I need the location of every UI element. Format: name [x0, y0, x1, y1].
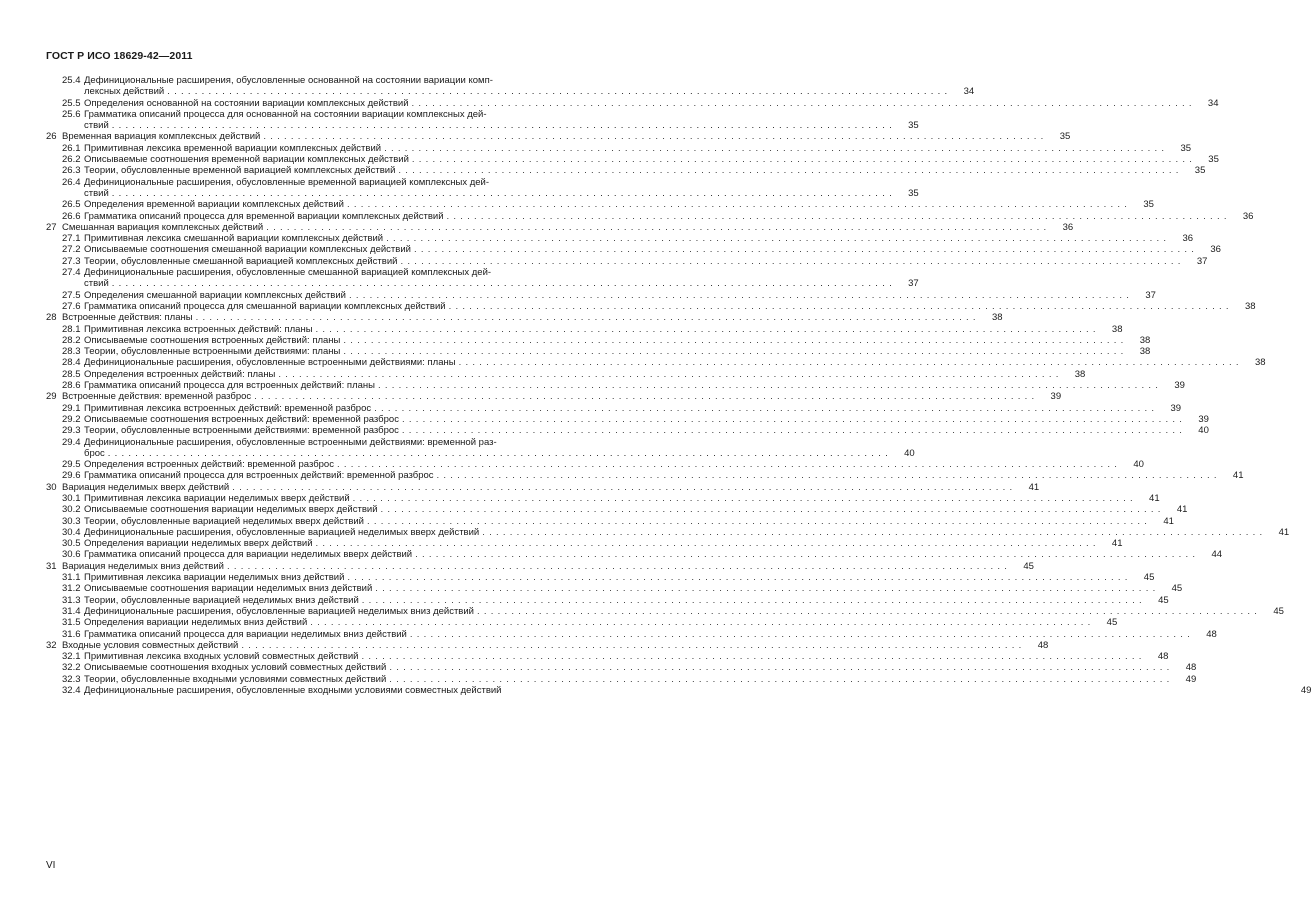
toc-page-number: 35: [908, 120, 919, 132]
toc-entry-title: Определения встроенных действий: планы: [84, 368, 276, 380]
toc-entry-title: Дефинициональные расширения, обусловленные вариацией неделимых вверх действий: [84, 526, 480, 538]
toc-entry[interactable]: [62, 549, 1223, 561]
toc-leader-dots: [386, 233, 1166, 244]
toc-entry-number: 27.5: [62, 289, 81, 301]
toc-entry[interactable]: [62, 233, 1194, 245]
toc-entry[interactable]: [62, 368, 1086, 380]
toc-leader-dots: [196, 312, 976, 323]
toc-entry[interactable]: [62, 357, 1266, 369]
toc-entry[interactable]: [62, 425, 1209, 437]
toc-leader-dots: [227, 561, 1007, 572]
toc-entry-title: Грамматика описаний процесса для встроенных действий: временной разброс: [84, 470, 434, 482]
toc-leader-dots: [343, 346, 1123, 357]
toc-leader-dots: [241, 640, 1021, 651]
toc-entry[interactable]: [62, 176, 919, 200]
toc-entry-title: ствий: [84, 278, 109, 290]
toc-entry[interactable]: [62, 583, 1183, 595]
toc-page-number: 41: [1278, 526, 1290, 538]
toc-page-number: 38: [1139, 346, 1151, 358]
toc-entry-title: Смешанная вариация комплексных действий: [62, 221, 264, 233]
toc-entry-title: Вариация неделимых вниз действий: [62, 560, 224, 572]
toc-page-number: 39: [1170, 402, 1182, 414]
toc-page-number: 41: [1149, 492, 1160, 504]
toc-entry[interactable]: [62, 492, 1160, 504]
toc-entry[interactable]: [62, 605, 1284, 617]
toc-entry-title: Описываемые соотношения вариации неделимых вниз действий: [84, 583, 373, 595]
toc-entry-number: 31.4: [62, 605, 81, 617]
toc-entry-number: 28.5: [62, 368, 81, 380]
toc-page-number: 39: [1174, 380, 1185, 392]
toc-page-number: 41: [1028, 481, 1040, 493]
toc-page-number: 37: [1196, 255, 1208, 267]
toc-page-number: 40: [1133, 459, 1144, 471]
toc-leader-dots: [266, 222, 1046, 233]
toc-leader-dots: [347, 199, 1127, 210]
toc-leader-dots: [108, 448, 888, 459]
toc-entry-number: 30.1: [62, 492, 81, 504]
toc-leader-dots: [367, 516, 1147, 527]
toc-entry[interactable]: [62, 470, 1244, 482]
toc-entry-title: брос: [84, 447, 105, 459]
toc-entry-number: 32.4: [62, 685, 81, 697]
toc-entry-title: Грамматика описаний процесса для временной вариации комплексных действий: [84, 210, 444, 222]
toc-page-number: 34: [1207, 97, 1219, 109]
toc-entry[interactable]: [46, 639, 1049, 651]
toc-entry-number: 26.5: [62, 199, 81, 211]
toc-entry[interactable]: [62, 526, 1290, 538]
toc-entry-number: 29.2: [62, 413, 81, 425]
toc-entry-number: 25.6: [62, 108, 81, 120]
toc-leader-dots: [375, 583, 1155, 594]
toc-entry[interactable]: [62, 154, 1219, 166]
toc-leader-dots: [398, 165, 1178, 176]
toc-leader-dots: [447, 211, 1227, 222]
toc-page-number: 35: [1180, 142, 1192, 154]
toc-entry[interactable]: [62, 323, 1123, 335]
toc-entry-title: Описываемые соотношения входных условий совместных действий: [84, 662, 387, 674]
toc-entry-title: Грамматика описаний процесса для вариации неделимых вверх действий: [84, 549, 413, 561]
toc-page-number: 35: [1059, 131, 1071, 143]
toc-leader-dots: [316, 324, 1096, 335]
toc-entry-title: Встроенные действия: планы: [62, 312, 193, 324]
toc-leader-dots: [402, 414, 1182, 425]
toc-page-number: 45: [1158, 594, 1169, 606]
toc-page-number: 40: [904, 447, 915, 459]
toc-page-number: 35: [1194, 165, 1206, 177]
toc-entry-number: 25.4: [62, 75, 81, 86]
toc-entry-title: лексных действий: [84, 86, 165, 98]
toc-entry[interactable]: [62, 108, 919, 132]
toc-leader-dots: [410, 629, 1190, 640]
toc-leader-dots: [402, 425, 1182, 436]
toc-page-number: 34: [963, 86, 975, 98]
toc-entry-number: 31.3: [62, 594, 81, 606]
toc-entry-title: ствий: [84, 187, 109, 199]
toc-page-number: 38: [1074, 368, 1086, 380]
toc-entry-number: 30.2: [62, 504, 81, 516]
toc-entry-title: Грамматика описаний процесса для смешанной вариации комплексных действий: [84, 300, 446, 312]
toc-leader-dots: [362, 595, 1142, 606]
toc-page-number: 48: [1157, 651, 1169, 663]
toc-entry-number: 32.1: [62, 651, 81, 663]
toc-entry-title: Дефинициональные расширения, обусловленные основанной на состоянии вариации комп-: [84, 75, 493, 86]
toc-page-number: 36: [1062, 221, 1074, 233]
toc-entry-number: 31: [46, 560, 57, 572]
toc-entry-title: Описываемые соотношения встроенных действий: планы: [84, 334, 341, 346]
toc-entry-title: Грамматика описаний процесса для основанной на состоянии вариации комплексных дей-: [84, 108, 487, 120]
document-header: ГОСТ Р ИСО 18629-42—2011: [46, 50, 193, 62]
toc-entry-number: 28: [46, 312, 57, 324]
toc-page-number: 38: [991, 312, 1003, 324]
toc-page-number: 41: [1163, 515, 1174, 527]
toc-entry[interactable]: [62, 662, 1197, 674]
toc-page-number: 35: [1208, 154, 1219, 166]
toc-entry-number: 31.6: [62, 628, 81, 640]
toc-entry-title: Определения смешанной вариации комплексных действий: [84, 289, 346, 301]
toc-leader-dots: [310, 617, 1090, 628]
toc-entry-title: Теории, обусловленные встроенными действиями: планы: [84, 346, 341, 358]
toc-entry[interactable]: [62, 628, 1217, 640]
toc-entry[interactable]: [62, 459, 1144, 471]
toc-entry[interactable]: [62, 673, 1197, 685]
toc-entry-title: Теории, обусловленные смешанной вариацией комплексных действий: [84, 255, 398, 267]
toc-entry-number: 32.2: [62, 662, 81, 674]
toc-page-number: 39: [1198, 413, 1209, 425]
toc-entry-title: Описываемые соотношения смешанной вариации комплексных действий: [84, 244, 411, 256]
toc-page-number: 45: [1023, 560, 1034, 572]
toc-entry-title: Дефинициональные расширения, обусловленные вариацией неделимых вниз действий: [84, 605, 474, 617]
toc-entry-number: 28.2: [62, 334, 81, 346]
toc-leader-dots: [278, 369, 1058, 380]
toc-entry-number: 30.6: [62, 549, 81, 561]
toc-entry[interactable]: [46, 481, 1040, 493]
toc-entry[interactable]: [62, 346, 1151, 358]
toc-entry-number: 29.1: [62, 402, 81, 414]
toc-entry[interactable]: [62, 334, 1151, 346]
toc-entry-title: Теории, обусловленные встроенными действиями: временной разброс: [84, 425, 399, 437]
toc-page-number: 37: [1145, 289, 1156, 301]
toc-entry-title: Описываемые соотношения временной вариации комплексных действий: [84, 154, 409, 166]
toc-leader-dots: [412, 154, 1192, 165]
toc-entry-number: 27.1: [62, 233, 81, 245]
toc-leader-dots: [316, 538, 1096, 549]
toc-page-number: 36: [1210, 244, 1221, 256]
toc-entry-number: 27.3: [62, 255, 81, 267]
toc-entry-title: Дефинициональные расширения, обусловленные входными условиями совместных действий: [84, 685, 502, 697]
toc-page-number: 41: [1176, 504, 1188, 516]
toc-entry-number: 31.1: [62, 572, 81, 584]
toc-entry[interactable]: [62, 300, 1256, 312]
toc-leader-dots: [477, 606, 1257, 617]
toc-leader-dots: [459, 357, 1239, 368]
toc-entry-number: 29.4: [62, 436, 81, 448]
toc-leader-dots: [112, 120, 892, 131]
toc-entry-title: Теории, обусловленные вариацией неделимых вниз действий: [84, 594, 359, 606]
toc-entry[interactable]: [62, 504, 1188, 516]
toc-entry[interactable]: [62, 402, 1182, 414]
toc-entry[interactable]: [62, 685, 1311, 697]
toc-entry-title: Дефинициональные расширения, обусловленные встроенными действиями: временной раз-: [84, 436, 497, 448]
toc-leader-dots: [381, 504, 1161, 515]
toc-entry[interactable]: [62, 289, 1156, 301]
toc-page-number: 45: [1273, 605, 1284, 617]
toc-leader-dots: [112, 278, 892, 289]
toc-entry-title: Примитивная лексика входных условий совместных действий: [84, 651, 359, 663]
toc-leader-dots: [167, 86, 947, 97]
toc-leader-dots: [232, 482, 1012, 493]
toc-entry[interactable]: [62, 617, 1118, 629]
toc-entry-number: 26: [46, 131, 57, 143]
toc-page-number: 45: [1171, 583, 1183, 595]
toc-entry[interactable]: [62, 572, 1155, 584]
toc-entry[interactable]: [46, 221, 1074, 233]
toc-page-number: 37: [908, 278, 919, 290]
toc-leader-dots: [389, 674, 1169, 685]
toc-leader-dots: [374, 403, 1154, 414]
toc-page-number: 38: [1139, 334, 1151, 346]
toc-entry-title: Примитивная лексика вариации неделимых вниз действий: [84, 572, 345, 584]
toc-entry-number: 26.6: [62, 210, 81, 222]
toc-entry-number: 29.5: [62, 459, 81, 471]
toc-entry-title: Входные условия совместных действий: [62, 639, 239, 651]
toc-entry-title: Примитивная лексика временной вариации комплексных действий: [84, 142, 382, 154]
toc-entry-title: Определения встроенных действий: временной разброс: [84, 459, 334, 471]
toc-entry-title: ствий: [84, 120, 109, 132]
toc-entry-title: Теории, обусловленные временной вариацией комплексных действий: [84, 165, 396, 177]
toc-leader-dots: [347, 572, 1127, 583]
toc-page-number: 41: [1111, 538, 1123, 550]
toc-page-number: 36: [1242, 210, 1254, 222]
toc-page-number: 45: [1106, 617, 1118, 629]
toc-page-number: 44: [1211, 549, 1223, 561]
toc-entry-number: 28.3: [62, 346, 81, 358]
toc-entry[interactable]: [62, 380, 1185, 392]
toc-entry-title: Определения временной вариации комплексных действий: [84, 199, 344, 211]
toc-entry-number: 29.6: [62, 470, 81, 482]
toc-entry-title: Примитивная лексика встроенных действий: планы: [84, 323, 313, 335]
toc-entry[interactable]: [46, 391, 1062, 403]
toc-leader-dots: [415, 549, 1195, 560]
toc-page-number: 36: [1182, 233, 1194, 245]
toc-entry-number: 26.2: [62, 154, 81, 166]
toc-entry-number: 28.4: [62, 357, 81, 369]
toc-leader-dots: [482, 527, 1262, 538]
toc-entry-title: Определения вариации неделимых вниз действий: [84, 617, 308, 629]
toc-entry-number: 30.5: [62, 538, 81, 550]
toc-leader-dots: [412, 98, 1192, 109]
toc-page-number: 49: [1185, 673, 1197, 685]
toc-leader-dots: [389, 662, 1169, 673]
toc-entry[interactable]: [62, 255, 1208, 267]
toc-entry-title: Встроенные действия: временной разброс: [62, 391, 252, 403]
toc-leader-dots: [254, 391, 1034, 402]
toc-entry-number: 32: [46, 639, 57, 651]
toc-entry[interactable]: [62, 75, 975, 98]
toc-entry[interactable]: [62, 165, 1206, 177]
toc-entry-title: Временная вариация комплексных действий: [62, 131, 261, 143]
toc-entry-number: 28.1: [62, 323, 81, 335]
toc-entry[interactable]: [62, 436, 915, 460]
toc-entry[interactable]: [62, 538, 1123, 550]
toc-page-number: 48: [1037, 639, 1049, 651]
toc-leader-dots: [378, 380, 1158, 391]
toc-entry-number: 29: [46, 391, 57, 403]
toc-entry-title: Примитивная лексика смешанной вариации комплексных действий: [84, 233, 384, 245]
toc-page-number: 35: [908, 187, 919, 199]
toc-entry-number: 31.5: [62, 617, 81, 629]
toc-entry-number: 25.5: [62, 97, 81, 109]
toc-entry-number: 26.4: [62, 176, 81, 188]
toc-entry-number: 32.3: [62, 673, 81, 685]
toc-entry-title: Примитивная лексика вариации неделимых вверх действий: [84, 492, 350, 504]
toc-page-number: 38: [1111, 323, 1123, 335]
toc-entry[interactable]: [46, 312, 1003, 324]
page-number: VI: [46, 860, 56, 871]
toc-entry-number: 27.4: [62, 267, 81, 279]
toc-leader-dots: [437, 470, 1217, 481]
toc-leader-dots: [263, 131, 1043, 142]
toc-page-number: 40: [1198, 425, 1209, 437]
toc-page-number: 39: [1050, 391, 1062, 403]
toc-entry-title: Теории, обусловленные входными условиями совместных действий: [84, 673, 387, 685]
toc-entry-number: 27.2: [62, 244, 81, 256]
toc-entry-number: 30.3: [62, 515, 81, 527]
toc-leader-dots: [414, 244, 1194, 255]
toc-entry[interactable]: [62, 210, 1254, 222]
toc-entry-number: 30.4: [62, 526, 81, 538]
toc-entry[interactable]: [46, 131, 1071, 143]
toc-entry[interactable]: [62, 244, 1221, 256]
toc-entry-number: 26.1: [62, 142, 81, 154]
toc-entry[interactable]: [62, 199, 1154, 211]
toc-leader-dots: [384, 143, 1164, 154]
toc-page-number: 48: [1185, 662, 1197, 674]
toc-leader-dots: [337, 459, 1117, 470]
toc-entry-number: 27: [46, 221, 57, 233]
toc-entry-title: Теории, обусловленные вариацией неделимых вверх действий: [84, 515, 364, 527]
toc-entry-title: Вариация неделимых вверх действий: [62, 481, 230, 493]
toc-entry[interactable]: [62, 651, 1169, 663]
toc-page-number: 48: [1206, 628, 1217, 640]
toc-entry-number: 28.6: [62, 380, 81, 392]
toc-page-number: 35: [1143, 199, 1154, 211]
toc-leader-dots: [449, 301, 1229, 312]
toc-entry-number: 27.6: [62, 300, 81, 312]
toc-page-number: 45: [1143, 572, 1155, 584]
toc-entry-title: Дефинициональные расширения, обусловленные смешанной вариацией комплексных дей-: [84, 267, 492, 279]
toc-entry-title: Описываемые соотношения встроенных действий: временной разброс: [84, 413, 399, 425]
toc-page-number: 41: [1232, 470, 1244, 482]
toc-entry[interactable]: [62, 97, 1219, 109]
toc-entry-title: Примитивная лексика встроенных действий: временной разброс: [84, 402, 372, 414]
toc-leader-dots: [400, 256, 1180, 267]
toc-entry-number: 30: [46, 481, 57, 493]
toc-page-number: 38: [1254, 357, 1266, 369]
toc-entry-title: Дефинициональные расширения, обусловленные встроенными действиями: планы: [84, 357, 456, 369]
toc-entry[interactable]: [62, 142, 1192, 154]
toc-entry-title: Определения основанной на состоянии вариации комплексных действий: [84, 97, 409, 109]
toc-entry-title: Описываемые соотношения вариации неделимых вверх действий: [84, 504, 378, 516]
toc-entry[interactable]: [62, 594, 1169, 606]
toc-leader-dots: [112, 188, 892, 199]
toc-leader-dots: [349, 290, 1129, 301]
toc-entry-number: 26.3: [62, 165, 81, 177]
toc-page-number: 38: [1244, 300, 1256, 312]
toc-leader-dots: [361, 651, 1141, 662]
toc-entry-number: 29.3: [62, 425, 81, 437]
toc-entry-number: 31.2: [62, 583, 81, 595]
toc-entry-title: Грамматика описаний процесса для вариации неделимых вниз действий: [84, 628, 407, 640]
toc-entry[interactable]: [62, 413, 1209, 425]
toc-entry-title: Определения вариации неделимых вверх действий: [84, 538, 313, 550]
table-of-contents: [46, 75, 1311, 697]
toc-entry[interactable]: [62, 515, 1174, 527]
toc-entry-title: Дефинициональные расширения, обусловленные временной вариацией комплексных дей-: [84, 176, 490, 188]
toc-leader-dots: [353, 493, 1133, 504]
toc-leader-dots: [343, 335, 1123, 346]
toc-entry-title: Грамматика описаний процесса для встроенных действий: планы: [84, 380, 375, 392]
toc-entry[interactable]: [46, 560, 1034, 572]
toc-entry[interactable]: [62, 267, 919, 290]
toc-page-number: 49: [1300, 685, 1311, 697]
